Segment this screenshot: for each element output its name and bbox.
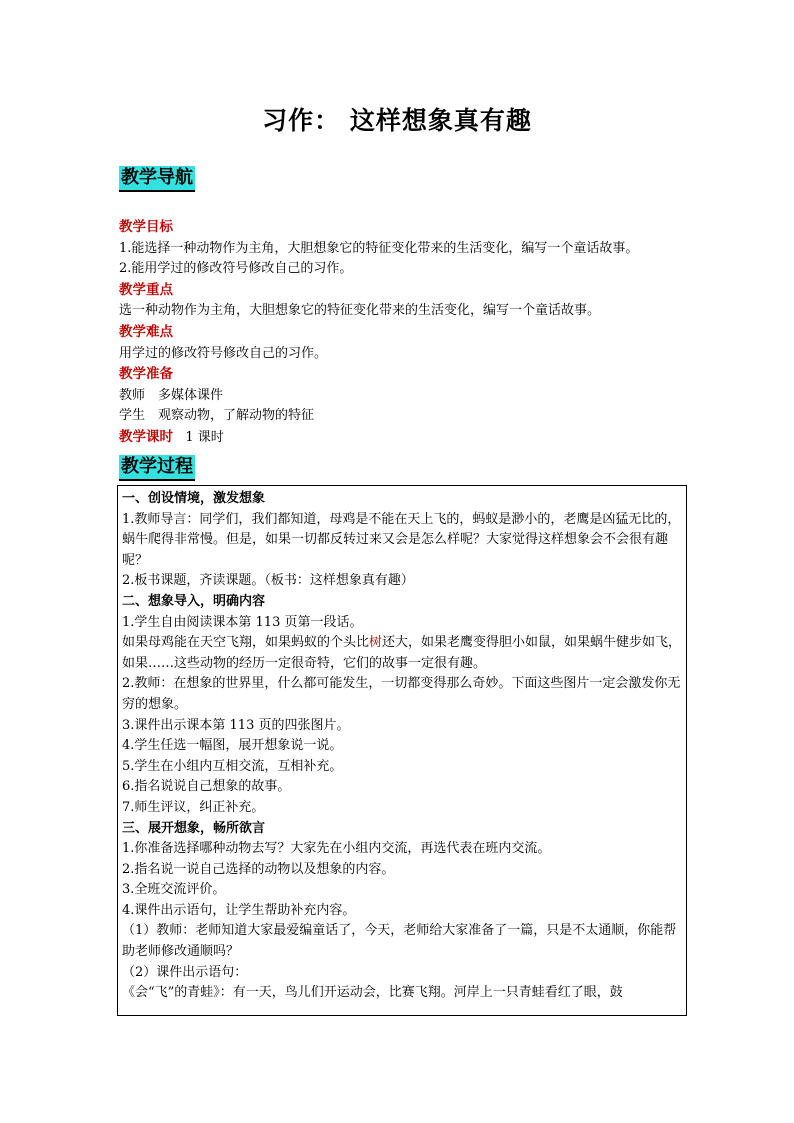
section-heading-process (119, 455, 195, 481)
step-item: 3.全班交流评价。 (122, 882, 226, 898)
process-box (117, 485, 687, 1016)
goals-label: 教学目标 (119, 219, 173, 235)
step-item: 《会“飞”的青蛙》：有一天，鸟儿们开运动会，比赛飞翔。河岸上一只青蛙看红了眼，鼓 (122, 985, 623, 1001)
teaching-navigation (119, 217, 689, 449)
step-item: 5.学生在小组内互相交流，互相补充。 (122, 758, 343, 774)
goal-item: 2.能用学过的修改符号修改自己的习作。 (119, 261, 353, 277)
hours-value: 1 课时 (185, 429, 224, 445)
step-title: 二、想象导入，明确内容 (122, 593, 266, 609)
text-run: 还大，如果老鹰变得胆小如鼠，如果蜗牛健步如飞，如果……这些动物的经历一定很奇特，它们的故事一定很有趣。 (122, 635, 682, 671)
text-run: 如果母鸡能在天空飞翔，如果蚂蚁的个头比 (122, 635, 370, 651)
prep-label: 教学准备 (119, 366, 173, 383)
difficulty-text: 用学过的修改符号修改自己的习作。 (119, 345, 328, 361)
focus-text: 选一种动物作为主角，大胆想象它的特征变化带来的生活变化，编写一个童话故事。 (119, 303, 601, 319)
step-item (122, 633, 682, 674)
step-item: 6.指名说说自己想象的故事。 (122, 779, 291, 795)
nav-heading: 教学导航 (119, 166, 195, 192)
step-item: 2.指名说一说自己选择的动物以及想象的内容。 (122, 861, 395, 877)
focus-label: 教学重点 (119, 281, 173, 298)
step-item: 1.你准备选择哪种动物去写？大家先在小组内交流，再选代表在班内交流。 (122, 841, 551, 857)
difficulty-label: 教学难点 (119, 323, 173, 340)
step-title: 三、展开想象，畅所欲言 (122, 820, 266, 836)
step-item: 4.课件出示语句，让学生帮助补充内容。 (122, 902, 356, 918)
step-item: 3.课件出示课本第 113 页的四张图片。 (122, 717, 350, 733)
step-item: （1）教师：老师知道大家最爱编童话了，今天，老师给大家准备了一篇，只是不太通顺，你能帮助老师修改通顺吗？ (122, 923, 677, 960)
process-heading: 教学过程 (119, 455, 195, 481)
highlighted-word: 树 (369, 635, 383, 651)
step-item: （2）课件出示语句： (122, 964, 248, 980)
prep-student: 学生 观察动物，了解动物的特征 (119, 408, 315, 424)
step-title: 一、创设情境，激发想象 (122, 491, 266, 506)
hours-label: 教学课时 (119, 428, 173, 445)
goal-item: 1.能选择一种动物作为主角，大胆想象它的特征变化带来的生活变化，编写一个童话故事。 (119, 240, 639, 256)
step-item: 1.教师导言：同学们，我们都知道，母鸡是不能在天上飞的，蚂蚁是渺小的，老鹰是凶猛无比的，蜗牛爬得非常慢。但是，如果一切都反转过来又会是怎么样呢？大家觉得这样想象会不会很有趣呢？ (122, 511, 681, 568)
prep-teacher: 教师 多媒体课件 (119, 387, 224, 403)
step-item: 4.学生任选一幅图，展开想象说一说。 (122, 738, 343, 754)
step-item: 2.板书课题，齐读课题。（板书：这样想象真有趣） (122, 573, 414, 589)
page-title: 习作： 这样想象真有趣 (262, 106, 532, 135)
section-heading-nav (119, 166, 195, 192)
step-item: 1.学生自由阅读课本第 113 页第一段话。 (122, 614, 363, 630)
step-item: 2.教师：在想象的世界里，什么都可能发生，一切都变得那么奇妙。下面这些图片一定会激发你无穷的想象。 (122, 676, 681, 712)
step-item: 7.师生评议，纠正补充。 (122, 799, 265, 815)
